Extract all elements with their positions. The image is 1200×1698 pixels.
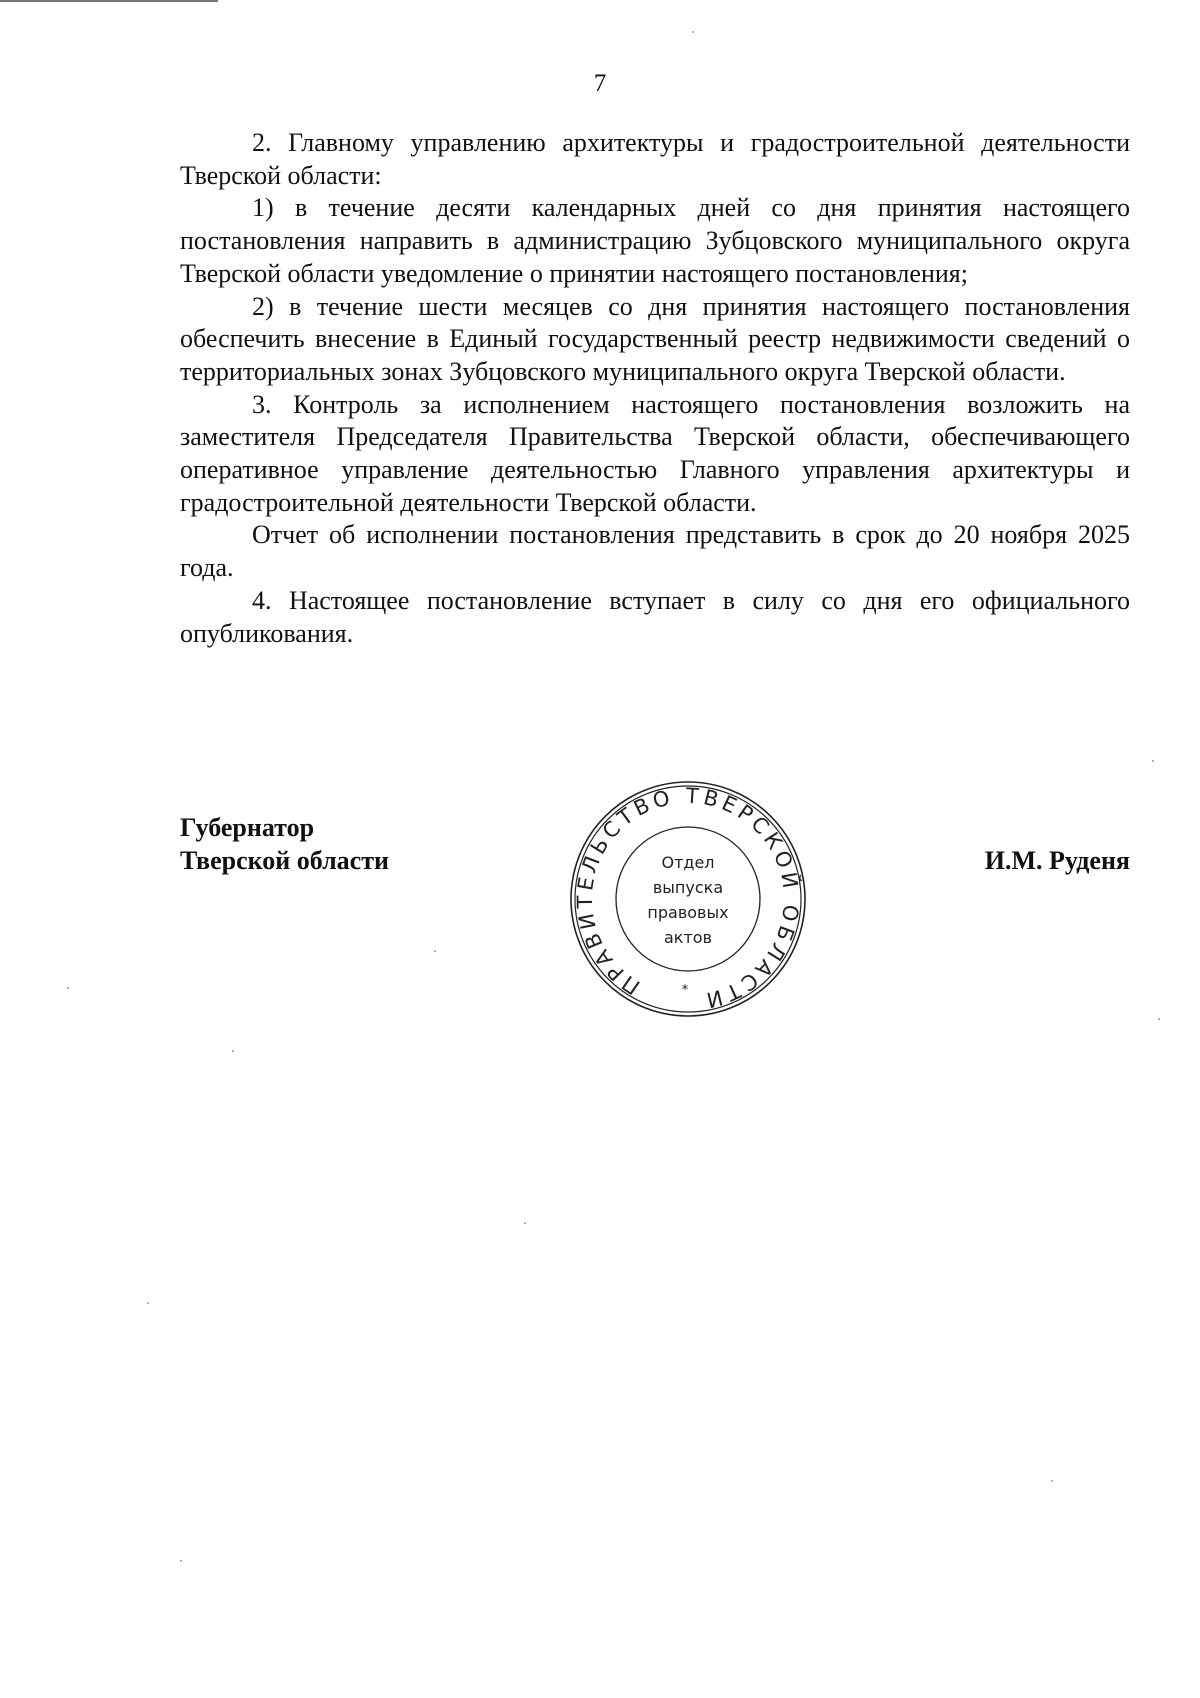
paragraph-4: 4. Настоящее постановление вступает в силу со дня его официального опубликования. — [180, 585, 1130, 648]
stamp-outer-ring — [571, 782, 805, 1016]
scan-speck — [180, 1560, 182, 1562]
stamp-bottom-mark: * — [681, 983, 689, 998]
paragraph-2-2: 2) в течение шести месяцев со дня принятия настоящего постановления обеспечить внесение в Единый государственный реестр недвижимости сведений о территориальных зонах Зубцовского муниципального округа Тверской области. — [180, 291, 1130, 386]
stamp-center-line2: выпуска — [652, 878, 724, 897]
scan-speck — [692, 31, 694, 33]
stamp-ring-text: ПРАВИТЕЛЬСТВО ТВЕРСКОЙ ОБЛАСТИ — [572, 783, 804, 1014]
scan-speck — [232, 1050, 234, 1052]
signatory-title-line1: Губернатор — [180, 813, 315, 842]
stamp-inner-ring — [616, 827, 760, 971]
scan-speck — [434, 950, 436, 952]
signatory-title-line2: Тверской области — [180, 846, 389, 875]
page-number: 7 — [593, 70, 607, 97]
scan-speck — [524, 1222, 526, 1224]
stamp-center-line3: правовых — [647, 903, 729, 922]
scan-speck — [1051, 1480, 1053, 1482]
stamp-center-line1: Отдел — [661, 853, 715, 872]
paragraph-2-1: 1) в течение десяти календарных дней со дня принятия настоящего постановления направить в администрацию Зубцовского муниципального округа Тверской области уведомление о принятии настоящего постановления; — [180, 193, 1130, 288]
signatory-name: И.М. Руденя — [984, 846, 1130, 875]
scan-speck — [67, 987, 69, 989]
stamp-center-line4: актов — [663, 928, 713, 947]
document-body — [180, 127, 1130, 650]
scan-edge-line — [0, 0, 218, 2]
paragraph-3: 3. Контроль за исполнением настоящего постановления возложить на заместителя Председателя Правительства Тверской области, обеспечивающего оперативное управление деятельностью Главного управления архитектуры и градостроительной деятельности Тверской области. — [180, 389, 1130, 517]
signatory-title — [180, 811, 389, 877]
paragraph-2: 2. Главному управлению архитектуры и градостроительной деятельности Тверской области: — [180, 128, 1130, 190]
scan-speck — [147, 1302, 149, 1304]
scan-speck — [1158, 1018, 1160, 1020]
official-stamp — [568, 779, 808, 1019]
scan-speck — [1152, 760, 1154, 762]
paragraph-report: Отчет об исполнении постановления представить в срок до 20 ноября 2025 года. — [180, 520, 1130, 583]
